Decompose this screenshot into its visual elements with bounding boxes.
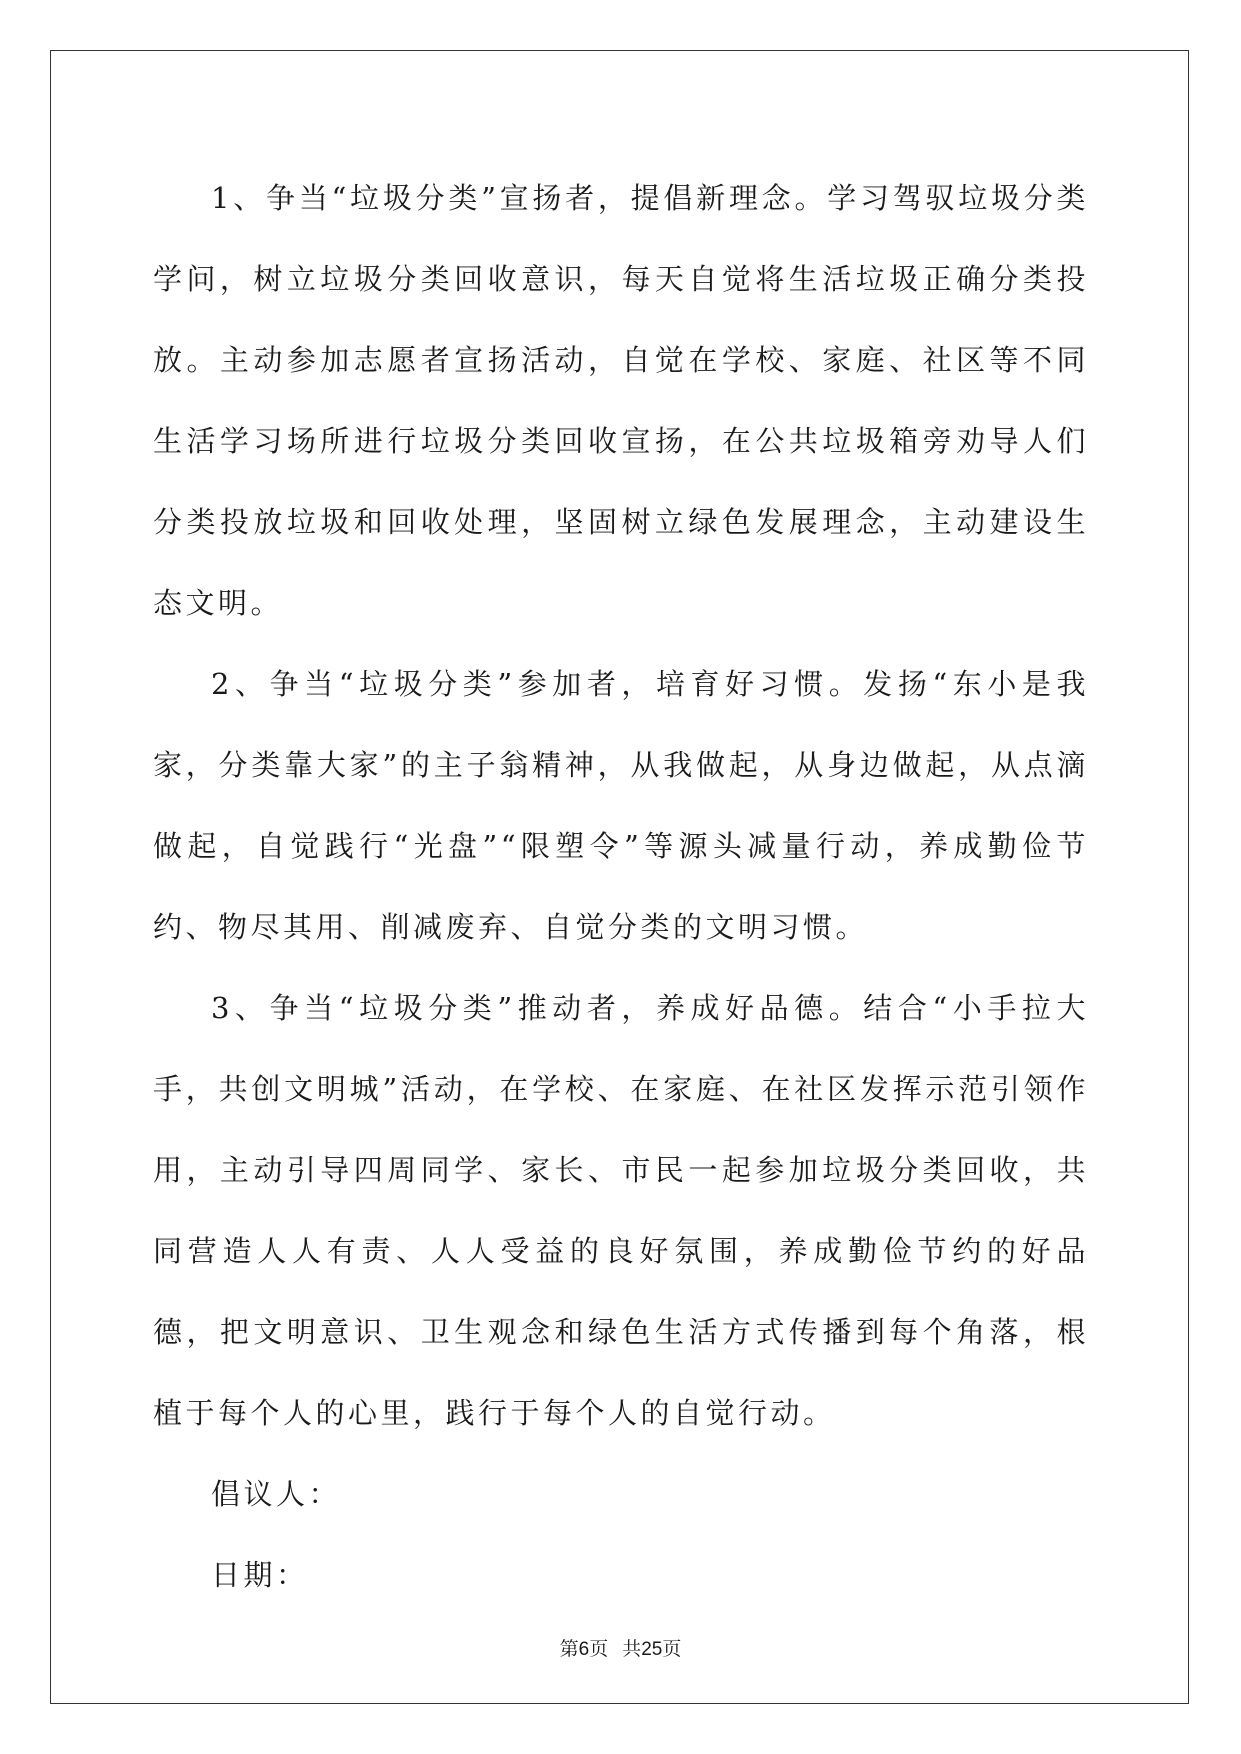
date-label: 日期：	[211, 1558, 309, 1592]
paragraph-2: 2、争当“垃圾分类”参加者，培育好习惯。发扬“东小是我家，分类靠大家”的主子翁精神，从我做起，从身边做起，从点滴做起，自觉践行“光盘”“限塑令”等源头减量行动，养成勤俭节约、物尽其用、削减废弃、自觉分类的文明习惯。	[153, 667, 1089, 944]
total-prefix: 共	[622, 1638, 642, 1660]
initiator-label: 倡议人：	[211, 1477, 342, 1511]
paragraph-1: 1、争当“垃圾分类”宣扬者，提倡新理念。学习驾驭垃圾分类学问，树立垃圾分类回收意识，每天自觉将生活垃圾正确分类投放。主动参加志愿者宣扬活动，自觉在学校、家庭、社区等不同生活学习场所进行垃圾分类回收宣扬，在公共垃圾箱旁劝导人们分类投放垃圾和回收处理，坚固树立绿色发展理念，主动建设生态文明。	[153, 181, 1089, 620]
total-suffix: 页	[662, 1638, 682, 1660]
document-body	[153, 158, 1089, 1616]
current-page-number: 6	[578, 1639, 590, 1660]
page-number-footer	[0, 1634, 1241, 1661]
total-page-count: 25	[641, 1639, 663, 1660]
page-suffix: 页	[589, 1638, 609, 1660]
page-prefix: 第	[559, 1638, 579, 1660]
paragraph-3: 3、争当“垃圾分类”推动者，养成好品德。结合“小手拉大手，共创文明城”活动，在学校、在家庭、在社区发挥示范引领作用，主动引导四周同学、家长、市民一起参加垃圾分类回收，共同营造人人有责、人人受益的良好氛围，养成勤俭节约的好品德，把文明意识、卫生观念和绿色生活方式传播到每个角落，根植于每个人的心里，践行于每个人的自觉行动。	[153, 991, 1089, 1430]
